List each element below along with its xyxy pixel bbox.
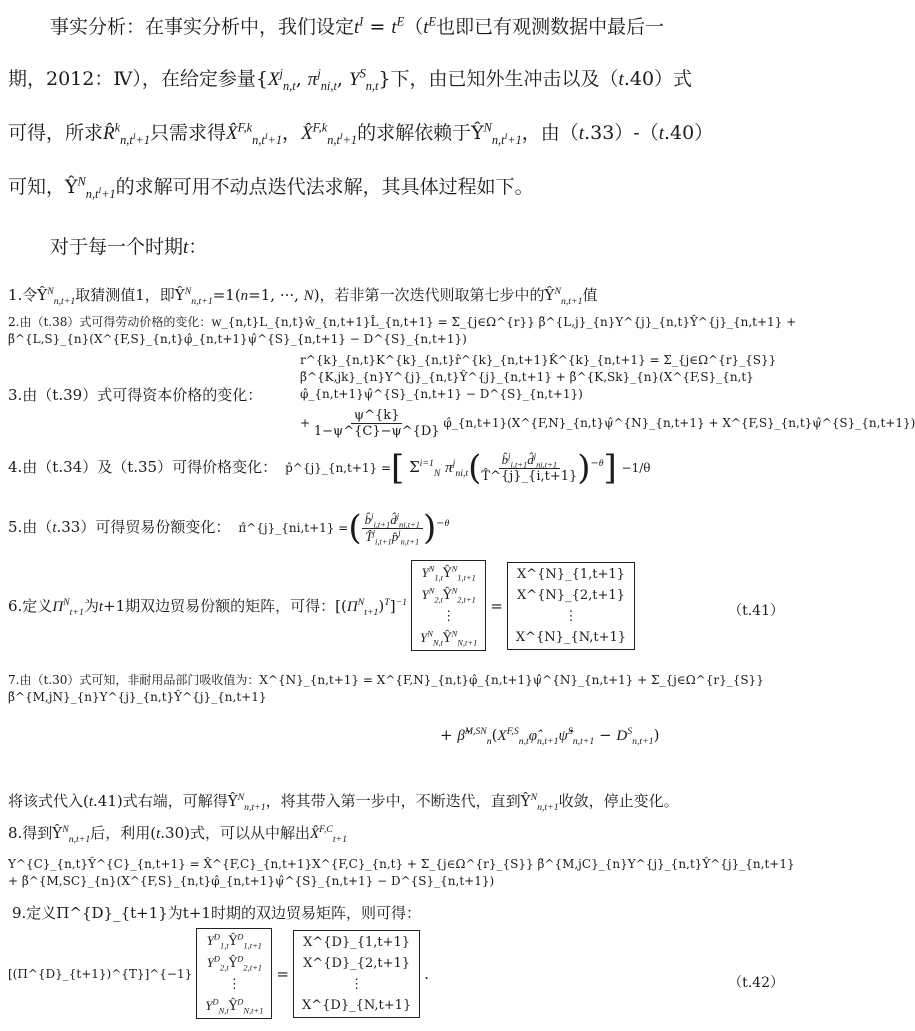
paragraph-line: 期，2012：Ⅳ），在给定参量{$X^j_{n,t}$, $\pi^j_{ni,t}$, $Y^S_{n,t}$}下，由已知外生冲击以及（t.40）式 bbox=[8, 66, 693, 93]
matrix-entry: $Y^N_{N,t}Ŷ^N_{N,t+1}$ bbox=[420, 628, 478, 648]
matrix-entry: $Y^N_{2,t}Ŷ^N_{2,t+1}$ bbox=[421, 585, 476, 605]
step-9: 9.定义Π^{D}_{t+1}为t+1时期的双边贸易矩阵，则可得： bbox=[12, 904, 421, 922]
matrix-entry: X^{N}_{2,t+1} bbox=[517, 587, 625, 603]
step-9-lhs: [(Π^{D}_{t+1})^{T}]^{−1} bbox=[8, 966, 193, 981]
matrix-entry: ⋮ bbox=[350, 976, 364, 992]
matrix-left bbox=[196, 928, 272, 1019]
fraction-numerator: ψ^{k} bbox=[351, 408, 403, 424]
step-1: 1.令$Ŷ^N_{n,t+1}$取猜测值1，即$Ŷ^N_{n,t+1}=1(n=1$, ···, N)，若非第一次迭代则取第七步中的$Ŷ^N_{n,t+1}$值 bbox=[8, 286, 598, 307]
matrix-entry: X^{D}_{2,t+1} bbox=[303, 955, 411, 971]
step-9-equation: [(Π^{D}_{t+1})^{T}]^{−1} $Y^D_{1,t}Ŷ^D_{1,t+1}$ $Y^D_{2,t}Ŷ^D_{2,t+1}$ ⋮ $Y^D_{N,t}Ŷ^D_{N,t+1}$ = X^{D}_{1,t+1} X^{D}_{2,t+1} ⋮ X^{D}_{N,t+1} . bbox=[8, 928, 429, 1019]
convergence-text: 将该式代入(t.41)式右端，可解得$Ŷ^N_{n,t+1}$，将其带入第一步中，不断迭代，直到$Ŷ^N_{n,t+1}$收敛，停止变化。 bbox=[8, 792, 679, 813]
equation-number: （t.42） bbox=[728, 975, 784, 991]
step-4: 4.由（t.34）及（t.35）可得价格变化： p̂^{j}_{n,t+1} =[ $\Sigma^{i=1}_N$ $\pi^j_{ni,t}$( $\frac{b̂^j_{i,t+1}d̂^j_{ni,t+1}}{T̂\^{}\{j\}\_\{i,t+1\}}$ )$^{-\theta}$] −1/θ bbox=[8, 448, 651, 488]
step-5: 5.由（t.33）可得贸易份额变化： π̂^{j}_{ni,t+1} =( $\frac{b̂^j_{i,t+1}d̂^j_{ni,t+1}}{T̂^j_{i,t+1}p̂^j_{n,t+1}}$ )$^{-\theta}$ bbox=[8, 508, 450, 548]
matrix-entry: $Y^D_{2,t}Ŷ^D_{2,t+1}$ bbox=[206, 953, 262, 973]
matrix-entry: ⋮ bbox=[227, 977, 241, 992]
step-7-line2: + $\betã^{M,SN}_n(X^{F,S}_{n,t}\varphî_{n,t+1}\psî^S_{n,t+1} - D^S_{n,t+1})$ bbox=[440, 726, 660, 747]
step-8-equation: Y^{C}_{n,t}Ŷ^{C}_{n,t+1} = X̂^{F,C}_{n,t+1}X^{F,C}_{n,t} + Σ_{j∈Ω^{r}_{S}} β̃^{M,jC}_{n}Y^{j}_{n,t}Ŷ^{j}_{n,t+1} + β̃^{M,SC}_{n}(X^{F,S}_{n,t}φ̂_{n,t+1}ψ̂^{S}_{n,t+1} − D^{S}_{n,t+1}) bbox=[8, 857, 795, 888]
matrix-entry: ⋮ bbox=[442, 609, 456, 624]
matrix-entry: X^{N}_{N,t+1} bbox=[515, 629, 627, 645]
matrix-left bbox=[411, 560, 486, 651]
paragraph-line: 事实分析：在事实分析中，我们设定$t^I = t^E(t^E$也即已有观测数据中最后一 bbox=[50, 14, 665, 38]
matrix-entry: $Y^N_{1,t}Ŷ^N_{1,t+1}$ bbox=[421, 563, 476, 583]
matrix-entry: X^{D}_{N,t+1} bbox=[302, 997, 412, 1013]
step-4-lhs: p̂^{j}_{n,t+1} = bbox=[285, 461, 392, 475]
matrix-entry: X^{N}_{1,t+1} bbox=[517, 566, 625, 582]
matrix-entry: $Y^D_{N,t}Ŷ^D_{N,t+1}$ bbox=[205, 996, 264, 1016]
step-4-exponent: −1/θ bbox=[621, 461, 651, 475]
step-8: 8.得到$Ŷ^N_{n,t+1}$后，利用(t.30)式，可以从中解出X̂$^{F,C}_{t+1}$ bbox=[8, 824, 347, 845]
matrix-entry: X^{D}_{1,t+1} bbox=[303, 934, 411, 950]
fraction-denominator: T̂^{j}_{i,t+1} bbox=[481, 469, 578, 484]
matrix-right bbox=[507, 562, 635, 650]
step-3-label: 3.由（t.39）式可得资本价格的变化： bbox=[8, 386, 263, 404]
equation-number: （t.41） bbox=[728, 603, 784, 619]
period-heading: 对于每一个时期t： bbox=[50, 236, 208, 258]
step-2: 2.由（t.38）式可得劳动价格的变化：w_{n,t}L_{n,t}ŵ_{n,t+1}L̂_{n,t+1} = Σ_{j∈Ω^{r}} β̃^{L,j}_{n}Y^{j}_{n,t}Ŷ^{j}_{n,t+1} + β̃^{L,S}_{n}(X^{F,S}_{n,t}φ̂_{n,t+1}ψ̂^{S}_{n,t+1} − D^{S}_{n,t+1}) bbox=[8, 315, 797, 346]
paragraph-line: 可知，$Ŷ^N_{n,t^I+1}$的求解可用不动点迭代法求解，其具体过程如下。 bbox=[8, 174, 534, 201]
step-3-equation-line1: r^{k}_{n,t}K^{k}_{n,t}r̂^{k}_{n,t+1}K̂^{k}_{n,t+1} = Σ_{j∈Ω^{r}_{S}} β̃^{K,jk}_{n}Y^{j}_{n,t}Ŷ^{j}_{n,t+1} + β̃^{K,Sk}_{n}(X^{F,S}_{n,t}φ̂_{n,t+1}ψ̂^{S}_{n,t+1} − D^{S}_{n,t+1}) bbox=[300, 353, 777, 401]
paragraph-line: 可得，所求R̂$^k_{n,t^I+1}$只需求得X̂$^{F,k}_{n,t^I+1}$，X̂$^{F,k}_{n,t^I+1}$的求解依赖于$Ŷ^N_{n,t^I+1}$，由（t.33）-（t.40） bbox=[8, 120, 714, 147]
step-4-label: 4.由（t.34）及（t.35）可得价格变化： bbox=[8, 458, 278, 476]
fraction-denominator: 1−ψ^{C}−ψ^{D} bbox=[313, 424, 440, 439]
step-3-rest: φ̂_{n,t+1}(X^{F,N}_{n,t}ψ̂^{N}_{n,t+1} + X^{F,S}_{n,t}ψ̂^{S}_{n,t+1}) bbox=[443, 416, 915, 430]
step-5-lhs: π̂^{j}_{ni,t+1} = bbox=[238, 521, 349, 535]
matrix-entry: ⋮ bbox=[564, 608, 578, 624]
step-3-equation-line2: + $\frac{\psi\^{}\{k\}}{1-\psi\^{}\{C\}-\psi\^{}\{D\}}$ φ̂_{n,t+1}(X^{F,N}_{n,t}ψ̂^{N}_{n,t+1} + X^{F,S}_{n,t}ψ̂^{S}_{n,t+1}) bbox=[300, 408, 915, 439]
step-6: 6.定义$\Pi^N_{t+1}$为t+1期双边贸易份额的矩阵，可得：$[(\Pi^N_{t+1})^T]^{-1}$ $Y^N_{1,t}Ŷ^N_{1,t+1}$ $Y^N_{2,t}Ŷ^N_{2,t+1}$ ⋮ $Y^N_{N,t}Ŷ^N_{N,t+1}$ = X^{N}_{1,t+1} X^{N}_{2,t+1} ⋮ X^{N}_{N,t+1} bbox=[8, 560, 635, 651]
matrix-entry: $Y^D_{1,t}Ŷ^D_{1,t+1}$ bbox=[206, 931, 262, 951]
step-7-line1: 7.由（t.30）式可知，非耐用品部门吸收值为：X^{N}_{n,t+1} = X^{F,N}_{n,t}φ̂_{n,t+1}ψ̂^{N}_{n,t+1} + Σ_{j∈Ω^{r}_{S}} β̃^{M,jN}_{n}Y^{j}_{n,t}Ŷ^{j}_{n,t+1} bbox=[8, 673, 764, 704]
matrix-right bbox=[293, 930, 420, 1018]
